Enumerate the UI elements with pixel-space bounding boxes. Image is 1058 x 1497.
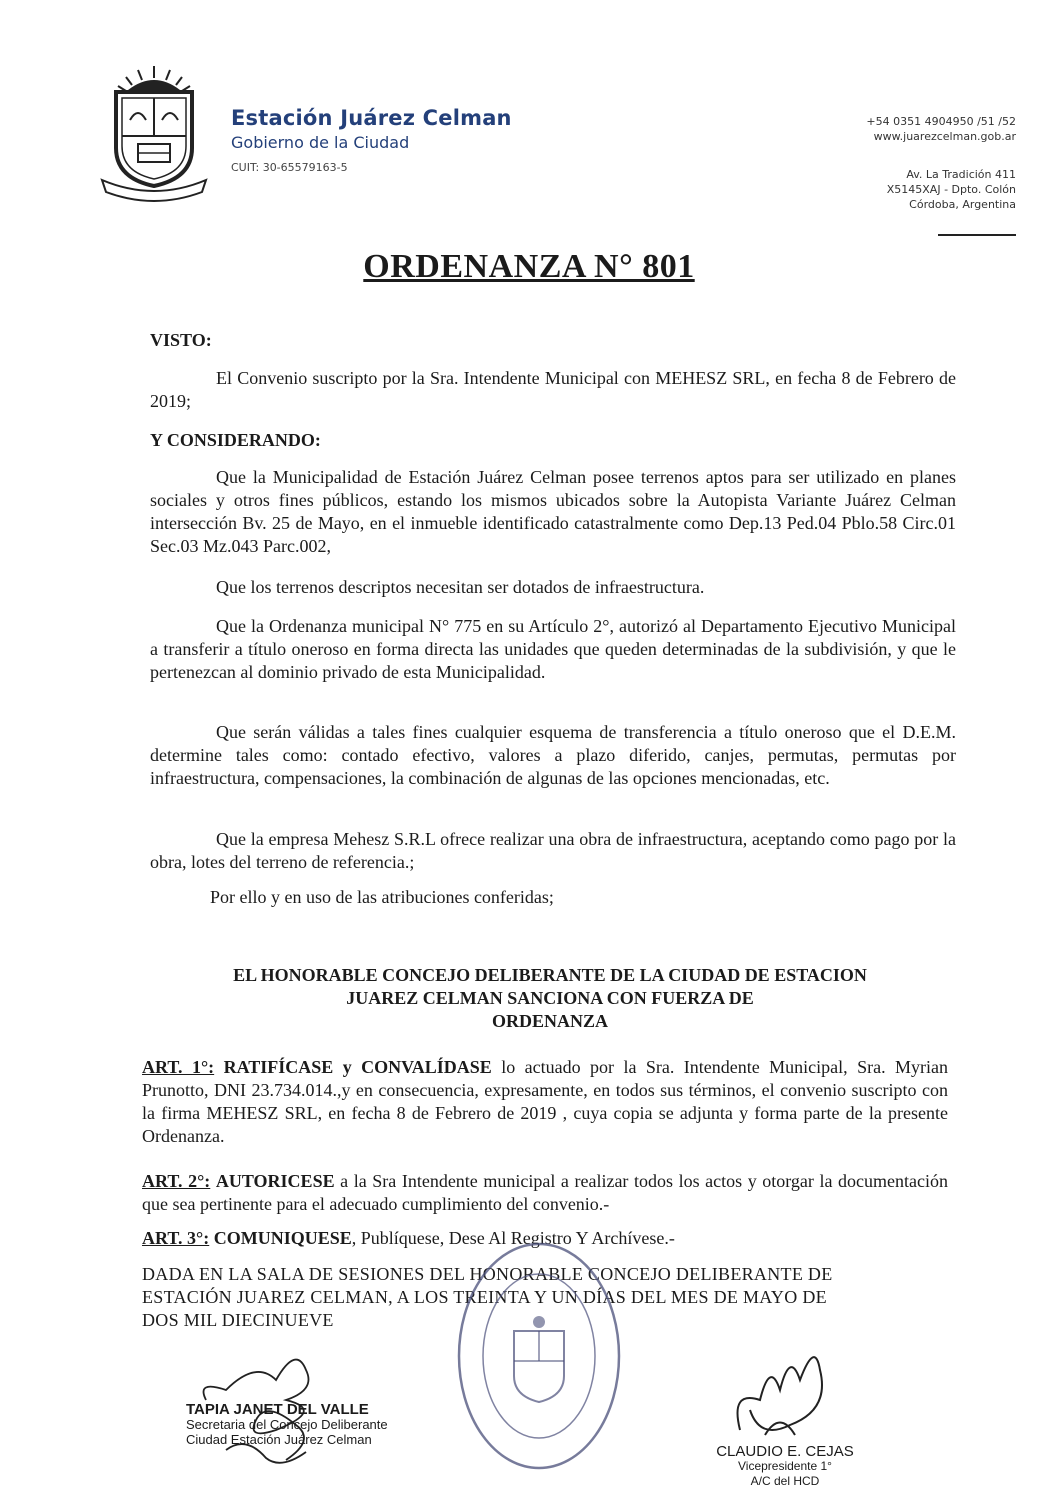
address-line-2: X5145XAJ - Dpto. Colón	[886, 183, 1016, 196]
sanction-line-2: JUAREZ CELMAN SANCIONA CON FUERZA DE	[346, 988, 754, 1008]
header-divider	[938, 234, 1016, 236]
document-title: ORDENANZA N° 801	[363, 248, 695, 285]
considerando-paragraph-3: Que la Ordenanza municipal N° 775 en su Artículo 2°, autorizó al Departamento Ejecutivo Municipal a transferir a título oneroso en forma directa las unidades que queden determinadas de la subdivisión, y que le pertenezcan al dominio privado de esta Municipalidad.	[150, 616, 956, 682]
right-signatory-role-2: A/C del HCD	[750, 1474, 820, 1488]
organization-subtitle: Gobierno de la Ciudad	[231, 133, 410, 152]
website-link[interactable]: www.juarezcelman.gob.ar	[873, 130, 1016, 143]
considerando-paragraph-6: Por ello y en uso de las atribuciones conferidas;	[210, 887, 554, 907]
given-line-1: DADA EN LA SALA DE SESIONES DEL HONORABLE CONCEJO DELIBERANTE DE	[142, 1264, 833, 1284]
article-lead: AUTORICESE	[215, 1171, 335, 1191]
visto-text: El Convenio suscripto por la Sra. Intendente Municipal con MEHESZ SRL, en fecha 8 de Febrero de 2019;	[150, 368, 956, 411]
right-signatory-name: CLAUDIO E. CEJAS	[716, 1443, 854, 1460]
right-signature-block	[705, 1444, 865, 1489]
considerando-heading: Y CONSIDERANDO:	[150, 430, 321, 450]
given-line-2: ESTACIÓN JUAREZ CELMAN, A LOS TREINTA Y UN DÍAS DEL MES DE MAYO DE	[142, 1287, 827, 1307]
left-signatory-role-2: Ciudad Estación Juárez Celman	[186, 1432, 372, 1447]
article-label: ART. 1°:	[142, 1057, 215, 1077]
organization-name: Estación Juárez Celman	[231, 106, 512, 130]
contact-block	[866, 114, 1016, 144]
address-block	[887, 167, 1016, 212]
council-stamp	[454, 1236, 624, 1476]
organization-cuit: CUIT: 30-65579163-5	[231, 161, 348, 174]
left-signatory-role-1: Secretaria del Concejo Deliberante	[186, 1417, 388, 1432]
considerando-paragraph-5: Que la empresa Mehesz S.R.L ofrece realizar una obra de infraestructura, aceptando como pago por la obra, lotes del terreno de referencia.;	[150, 829, 956, 872]
considerando-paragraph-2: Que los terrenos descriptos necesitan ser dotados de infraestructura.	[216, 577, 705, 597]
visto-heading: VISTO:	[150, 330, 212, 350]
right-signature-scribble	[720, 1330, 840, 1460]
article-label: ART. 2°:	[142, 1171, 211, 1191]
article-text: lo actuado por la Sra. Intendente Municipal, Sra. Myrian Prunotto, DNI 23.734.014.,y en consecuencia, expresamente, en todos sus términos, el convenio suscripto con la firma MEHESZ SRL, en fecha 8 de Febrero de 2019 , cuya copia se adjunta y forma parte de la presente Ordenanza.	[142, 1057, 948, 1146]
left-signatory-name: TAPIA JANET DEL VALLE	[186, 1401, 369, 1418]
article-lead: RATIFÍCASE y CONVALÍDASE	[223, 1057, 492, 1077]
municipal-seal-logo	[98, 60, 210, 200]
article-label: ART. 3°:	[142, 1228, 210, 1248]
article-1	[142, 1056, 948, 1148]
article-text: a la Sra Intendente municipal a realizar todos los actos y otorgar la documentación que sea pertinente para el adecuado cumplimiento del convenio.-	[142, 1171, 948, 1214]
phone-number: +54 0351 4904950 /51 /52	[866, 115, 1016, 128]
article-lead: COMUNIQUESE	[213, 1228, 352, 1248]
sanction-heading	[140, 964, 960, 1033]
address-line-3: Córdoba, Argentina	[909, 198, 1016, 211]
considerando-paragraph-1: Que la Municipalidad de Estación Juárez Celman posee terrenos aptos para ser utilizado en planes sociales y otros fines públicos, estando los mismos ubicados sobre la Autopista Variante Juárez Celman intersección Bv. 25 de Mayo, en el inmueble identificado catastralmente como Dep.13 Ped.04 Pblo.58 Circ.01 Sec.03 Mz.043 Parc.002,	[150, 467, 956, 556]
considerando-paragraph-4: Que serán válidas a tales fines cualquier esquema de transferencia a título oneroso que el D.E.M. determine tales como: contado efectivo, valores a plazo diferido, canjes, permutas, permutas por infraestructura, compensaciones, la combinación de algunas de las opciones mencionadas, etc.	[150, 722, 956, 788]
article-text: , Publíquese, Dese Al Registro Y Archívese.-	[351, 1228, 675, 1248]
right-signatory-role-1: Vicepresidente 1°	[738, 1459, 832, 1473]
given-line-3: DOS MIL DIECINUEVE	[142, 1310, 334, 1330]
article-2	[142, 1170, 948, 1216]
sanction-line-3: ORDENANZA	[491, 1011, 608, 1031]
sanction-line-1: EL HONORABLE CONCEJO DELIBERANTE DE LA CIUDAD DE ESTACION	[233, 965, 867, 985]
address-line-1: Av. La Tradición 411	[906, 168, 1016, 181]
left-signature-block	[186, 1402, 388, 1447]
